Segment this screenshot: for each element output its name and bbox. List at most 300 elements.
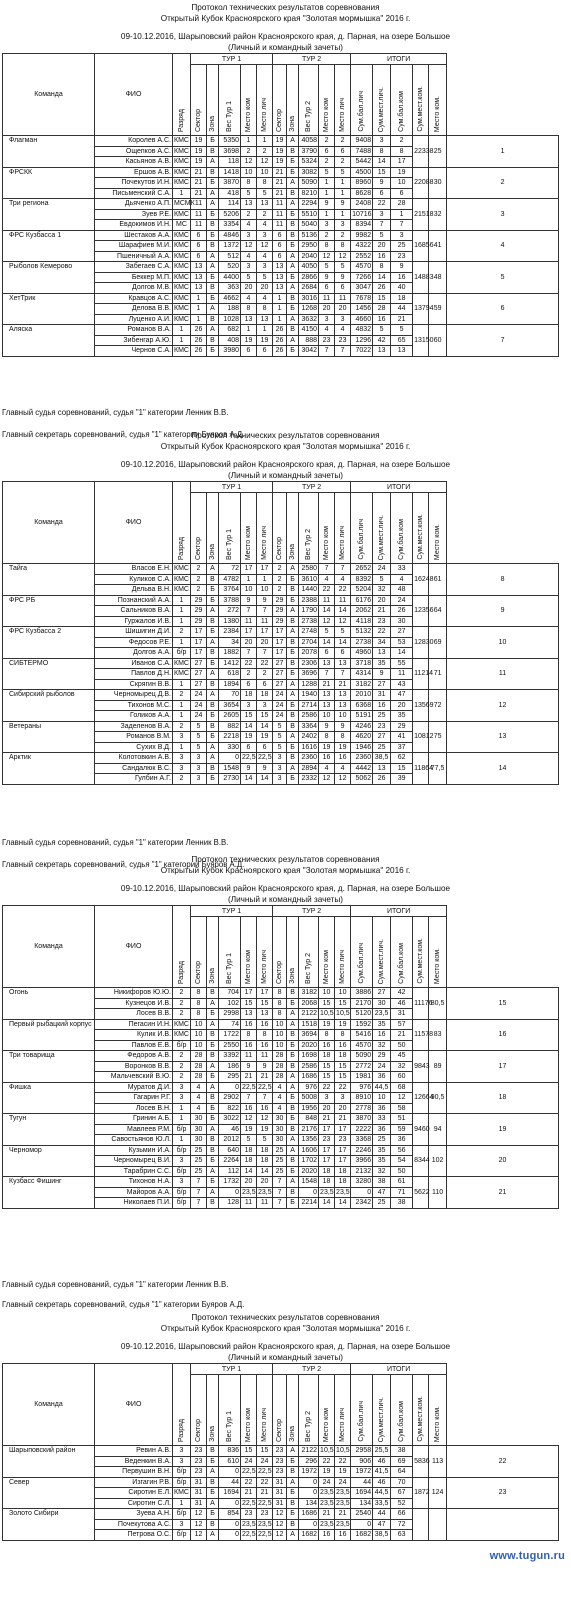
result-cell: В bbox=[207, 763, 219, 774]
result-cell: 1 bbox=[173, 1135, 191, 1146]
result-cell: 4660 bbox=[351, 314, 373, 325]
result-cell: 4 bbox=[273, 1082, 287, 1093]
team-sbk: 14883 bbox=[413, 262, 429, 294]
result-cell: 20 bbox=[319, 1103, 335, 1114]
result-cell: 5 bbox=[241, 1135, 257, 1146]
result-cell: 6 bbox=[241, 679, 257, 690]
team-mk: 23 bbox=[447, 1477, 559, 1509]
col-sbk bbox=[391, 493, 413, 564]
result-cell: А bbox=[287, 1530, 299, 1541]
team-sbk: 16248 bbox=[413, 564, 429, 596]
result-cell: А bbox=[287, 763, 299, 774]
result-cell: Б bbox=[287, 1114, 299, 1125]
col-tur1: ТУР 1 bbox=[191, 482, 273, 493]
result-cell: 27 bbox=[273, 669, 287, 680]
result-cell: 5090 bbox=[299, 178, 319, 189]
result-cell: 66 bbox=[391, 1509, 413, 1520]
result-cell: А bbox=[287, 1019, 299, 1030]
team-sbk: 22338 bbox=[413, 136, 429, 168]
result-cell: 6 bbox=[273, 230, 287, 241]
team-mk: 5 bbox=[447, 262, 559, 294]
result-cell: 2306 bbox=[299, 658, 319, 669]
result-cell: Б bbox=[287, 1040, 299, 1051]
result-cell: б/р bbox=[173, 1530, 191, 1541]
result-cell: 10 bbox=[335, 988, 351, 999]
scoring-type: (Личный и командный зачеты) bbox=[227, 471, 344, 480]
result-cell: 10 bbox=[257, 585, 273, 596]
result-cell: 6 bbox=[241, 346, 257, 357]
participant-name: Кулик И.В. bbox=[95, 1030, 173, 1041]
result-cell: 16 bbox=[257, 1040, 273, 1051]
result-cell: 4 bbox=[319, 325, 335, 336]
result-cell: 330 bbox=[219, 742, 241, 753]
result-cell: 2552 bbox=[351, 251, 373, 262]
col-zone bbox=[287, 917, 299, 988]
col-sbl-label: Сум.бал.лич bbox=[358, 519, 366, 560]
result-cell: 1 bbox=[273, 314, 287, 325]
col-mkom-label: Место ком bbox=[245, 1407, 252, 1442]
result-cell: 63 bbox=[391, 1530, 413, 1541]
team-sbk: 13794 bbox=[413, 293, 429, 325]
result-cell: 2 bbox=[173, 988, 191, 999]
result-cell: 5191 bbox=[351, 711, 373, 722]
participant-name: Дьяченко А.П. bbox=[95, 199, 173, 210]
result-cell: А bbox=[287, 283, 299, 294]
result-cell: 1 bbox=[173, 335, 191, 346]
result-cell: 20 bbox=[241, 283, 257, 294]
col-mkom-label: Место ком bbox=[245, 525, 252, 560]
result-cell: 0 bbox=[299, 1477, 319, 1488]
result-cell: 12 bbox=[335, 616, 351, 627]
result-cell: КМС bbox=[174, 158, 189, 166]
table-row bbox=[3, 1145, 559, 1156]
col-sector bbox=[273, 493, 287, 564]
result-cell: 1412 bbox=[219, 658, 241, 669]
team-mk: 15 bbox=[447, 988, 559, 1020]
scoring-type: (Личный и командный зачеты) bbox=[227, 895, 344, 904]
result-cell: А bbox=[207, 262, 219, 273]
result-cell: 17 bbox=[273, 637, 287, 648]
team-smk: 30 bbox=[429, 167, 447, 199]
result-cell: 1440 bbox=[299, 585, 319, 596]
result-cell: Б bbox=[287, 1509, 299, 1520]
team-name: Кузбасс Фишинг bbox=[3, 1177, 95, 1209]
result-cell: 10 bbox=[241, 167, 257, 178]
result-cell: КМС bbox=[174, 263, 189, 271]
result-cell: А bbox=[207, 251, 219, 262]
result-cell: 2294 bbox=[299, 199, 319, 210]
team-sbk: 16856 bbox=[413, 230, 429, 262]
result-cell: 44 bbox=[219, 1477, 241, 1488]
result-cell: 1 bbox=[257, 136, 273, 147]
result-cell: 4 bbox=[257, 251, 273, 262]
result-cell: 3696 bbox=[299, 669, 319, 680]
result-cell: 2068 bbox=[299, 998, 319, 1009]
team-mk: 11 bbox=[447, 658, 559, 690]
col-mlich bbox=[257, 1375, 273, 1446]
result-cell: 2950 bbox=[299, 241, 319, 252]
result-cell: 3 bbox=[241, 230, 257, 241]
result-cell: 8 bbox=[373, 146, 391, 157]
result-cell: 12 bbox=[257, 241, 273, 252]
participant-name: Колотовкин А.В. bbox=[95, 753, 173, 764]
result-cell: 29 bbox=[191, 606, 207, 617]
col-sbk bbox=[391, 65, 413, 136]
result-cell: 14 bbox=[257, 774, 273, 785]
result-cell: 15 bbox=[257, 998, 273, 1009]
result-cell: 24 bbox=[319, 1477, 335, 1488]
result-cell: В bbox=[287, 637, 299, 648]
result-cell: 19 bbox=[191, 157, 207, 168]
result-cell: 4662 bbox=[219, 293, 241, 304]
result-cell: 0 bbox=[351, 1519, 373, 1530]
result-cell: 19 bbox=[335, 742, 351, 753]
result-cell: 22 bbox=[335, 1082, 351, 1093]
result-cell: 25 bbox=[273, 1145, 287, 1156]
participant-name: Савостьянов Ю.Л. bbox=[95, 1135, 173, 1146]
result-cell: 1 bbox=[173, 325, 191, 336]
result-cell: 704 bbox=[219, 988, 241, 999]
result-cell: 14 bbox=[391, 648, 413, 659]
result-cell: 4 bbox=[335, 325, 351, 336]
team-sbk: 8344 bbox=[413, 1145, 429, 1177]
result-cell: 21 bbox=[191, 178, 207, 189]
result-cell: 14 bbox=[241, 721, 257, 732]
result-cell: КМС bbox=[174, 670, 189, 678]
result-cell: 1 bbox=[173, 742, 191, 753]
participant-name: Зибенгар А.Ю. bbox=[95, 335, 173, 346]
result-cell: б/р bbox=[173, 1124, 191, 1135]
result-cell: 13 bbox=[319, 690, 335, 701]
result-cell: 17 bbox=[191, 627, 207, 638]
participant-name: Павлов Е.В. bbox=[95, 1040, 173, 1051]
result-cell: 11 bbox=[257, 616, 273, 627]
result-cell: 26 bbox=[391, 606, 413, 617]
result-cell: 23 bbox=[373, 616, 391, 627]
col-razr bbox=[173, 906, 191, 988]
result-cell: 8392 bbox=[351, 574, 373, 585]
result-cell: 12 bbox=[319, 774, 335, 785]
result-cell: 14 bbox=[257, 721, 273, 732]
col-sbl-label: Сум.бал.лич bbox=[358, 1401, 366, 1442]
result-cell: В bbox=[287, 325, 299, 336]
result-cell: 2586 bbox=[299, 1061, 319, 1072]
result-cell: 14 bbox=[335, 1198, 351, 1209]
result-cell: 363 bbox=[219, 283, 241, 294]
result-cell: 25 bbox=[191, 1145, 207, 1156]
result-cell: 22 bbox=[319, 1456, 335, 1467]
result-cell: 67 bbox=[391, 1488, 413, 1499]
result-cell: 15 bbox=[257, 711, 273, 722]
team-mk: 14 bbox=[447, 753, 559, 785]
result-cell: Б bbox=[207, 1488, 219, 1499]
col-mlich-label: Место лич bbox=[261, 526, 269, 560]
col-zone bbox=[207, 65, 219, 136]
result-cell: 5 bbox=[391, 325, 413, 336]
result-cell: 12 bbox=[335, 774, 351, 785]
result-cell: 2894 bbox=[299, 763, 319, 774]
result-cell: 18 bbox=[335, 1051, 351, 1062]
protocol-title: Протокол технических результатов соревнования bbox=[191, 1313, 380, 1322]
result-cell: В bbox=[207, 1198, 219, 1209]
result-cell: 16 bbox=[257, 1019, 273, 1030]
participant-name: Воронков В.В. bbox=[95, 1061, 173, 1072]
team-mk bbox=[447, 1509, 559, 1541]
result-cell: 12 bbox=[335, 251, 351, 262]
result-cell: 1 bbox=[241, 136, 257, 147]
col-zone bbox=[287, 65, 299, 136]
participant-name: Куликов С.А. bbox=[95, 574, 173, 585]
result-cell: 5120 bbox=[351, 1009, 373, 1020]
result-cell: А bbox=[207, 1019, 219, 1030]
result-cell: 1981 bbox=[351, 1072, 373, 1083]
result-cell: 11 bbox=[191, 220, 207, 231]
result-cell: 17 bbox=[257, 988, 273, 999]
result-cell: 16 bbox=[241, 1103, 257, 1114]
col-mlich bbox=[335, 65, 351, 136]
result-cell: А bbox=[207, 1467, 219, 1478]
result-cell: 7022 bbox=[351, 346, 373, 357]
result-cell: 9 bbox=[391, 262, 413, 273]
result-cell: 21 bbox=[391, 314, 413, 325]
result-cell: 4960 bbox=[351, 648, 373, 659]
result-cell: 2122 bbox=[299, 1009, 319, 1020]
result-cell: 23,5 bbox=[336, 1489, 350, 1497]
result-cell: 9982 bbox=[351, 230, 373, 241]
result-cell: 36 bbox=[391, 1135, 413, 1146]
result-cell: 5 bbox=[373, 574, 391, 585]
result-cell: Б bbox=[287, 1198, 299, 1209]
result-cell: 4570 bbox=[351, 262, 373, 273]
col-fio: ФИО bbox=[95, 54, 173, 136]
result-cell: 2342 bbox=[351, 1198, 373, 1209]
result-cell: 20 bbox=[335, 1103, 351, 1114]
result-cell: 4150 bbox=[299, 325, 319, 336]
result-cell: 25 bbox=[391, 241, 413, 252]
result-cell: 20 bbox=[319, 304, 335, 315]
result-cell: 23,5 bbox=[336, 1520, 350, 1528]
result-cell: 5040 bbox=[299, 220, 319, 231]
result-cell: 0 bbox=[219, 1498, 241, 1509]
participant-name: Долгов А.А. bbox=[95, 648, 173, 659]
chief-judge: Главный судья соревнований, судья "1" категории Ленник В.В. bbox=[2, 1280, 229, 1289]
result-cell: 186 bbox=[219, 1061, 241, 1072]
result-cell: 3788 bbox=[219, 595, 241, 606]
result-cell: 24 bbox=[273, 711, 287, 722]
col-mkom bbox=[241, 917, 257, 988]
result-cell: 7 bbox=[319, 669, 335, 680]
result-cell: 6 bbox=[335, 283, 351, 294]
result-cell: 18 bbox=[257, 690, 273, 701]
result-cell: В bbox=[287, 1467, 299, 1478]
col-mlich bbox=[257, 917, 273, 988]
result-cell: 8 bbox=[257, 304, 273, 315]
result-cell: 4400 bbox=[219, 272, 241, 283]
result-cell: 11 bbox=[273, 199, 287, 210]
result-cell: 10 bbox=[319, 988, 335, 999]
team-smk: 71 bbox=[429, 658, 447, 690]
col-sector-label: Сектор bbox=[195, 108, 202, 132]
result-cell: 6176 bbox=[351, 595, 373, 606]
result-cell: 14 bbox=[319, 606, 335, 617]
result-cell: 2062 bbox=[351, 606, 373, 617]
result-cell: 4118 bbox=[351, 616, 373, 627]
result-cell: 2078 bbox=[299, 648, 319, 659]
event-date-place: 09-10.12.2016, Шарыповский район Красноярского края, д. Парная, на озере Большое bbox=[120, 884, 451, 893]
result-cell: 9 bbox=[373, 178, 391, 189]
participant-name: Майоров А.А. bbox=[95, 1187, 173, 1198]
result-cell: 5 bbox=[273, 721, 287, 732]
col-sector-label: Сектор bbox=[276, 960, 284, 984]
result-cell: 8 bbox=[335, 241, 351, 252]
result-cell: КМС bbox=[174, 284, 189, 292]
participant-name: Изгагин Р.В. bbox=[95, 1477, 173, 1488]
result-cell: 4314 bbox=[351, 669, 373, 680]
result-cell: 5 bbox=[191, 732, 207, 743]
result-cell: 1456 bbox=[351, 304, 373, 315]
result-cell: 1 bbox=[241, 574, 257, 585]
team-mk: 2 bbox=[447, 167, 559, 199]
result-cell: А bbox=[287, 178, 299, 189]
result-cell: А bbox=[207, 690, 219, 701]
result-cell: А bbox=[287, 262, 299, 273]
result-cell: В bbox=[287, 1498, 299, 1509]
result-cell: 976 bbox=[299, 1082, 319, 1093]
result-cell: 35 bbox=[373, 1145, 391, 1156]
result-cell: 23,5 bbox=[242, 1520, 256, 1528]
result-cell: б/р bbox=[173, 1187, 191, 1198]
result-cell: 0 bbox=[299, 1488, 319, 1499]
result-cell: 3 bbox=[319, 220, 335, 231]
result-cell: 18 bbox=[391, 293, 413, 304]
result-cell: 1 bbox=[319, 209, 335, 220]
result-cell: 16 bbox=[391, 272, 413, 283]
table-row bbox=[3, 658, 559, 669]
result-cell: 2958 bbox=[351, 1446, 373, 1457]
participant-name: Николаев П.И. bbox=[95, 1198, 173, 1209]
result-cell: 2586 bbox=[299, 711, 319, 722]
result-cell: 29 bbox=[191, 595, 207, 606]
result-cell: Б bbox=[207, 1114, 219, 1125]
result-cell: 6 bbox=[241, 742, 257, 753]
result-cell: 3 bbox=[173, 763, 191, 774]
team-name: ФРС Кузбасса 1 bbox=[3, 230, 95, 262]
result-cell: 2020 bbox=[299, 1166, 319, 1177]
participant-name: Скрягин В.В. bbox=[95, 679, 173, 690]
scoring-type: (Личный и командный зачеты) bbox=[227, 1353, 344, 1362]
col-zone-label: Зона bbox=[209, 544, 216, 560]
result-cell: 12 bbox=[257, 157, 273, 168]
result-cell: 8 bbox=[191, 998, 207, 1009]
result-cell: 2020 bbox=[299, 1040, 319, 1051]
result-cell: 13 bbox=[373, 763, 391, 774]
result-cell: 58 bbox=[391, 1103, 413, 1114]
result-cell: 44 bbox=[351, 1477, 373, 1488]
result-cell: 3 bbox=[335, 1093, 351, 1104]
result-cell: Б bbox=[207, 178, 219, 189]
result-cell: 5 bbox=[319, 167, 335, 178]
col-ves1 bbox=[219, 917, 241, 988]
result-cell: 2360 bbox=[299, 753, 319, 764]
result-cell: 2 bbox=[191, 574, 207, 585]
result-cell: 56 bbox=[391, 1145, 413, 1156]
result-cell: А bbox=[207, 742, 219, 753]
participant-name: Павлов Д.Н. bbox=[95, 669, 173, 680]
result-cell: Б bbox=[287, 209, 299, 220]
result-cell: 2 bbox=[173, 1061, 191, 1072]
result-cell: В bbox=[287, 1103, 299, 1114]
result-cell: 3280 bbox=[351, 1177, 373, 1188]
participant-name: Муратов Д.И. bbox=[95, 1082, 173, 1093]
result-cell: 7 bbox=[373, 220, 391, 231]
result-cell: В bbox=[287, 220, 299, 231]
result-cell: 13 bbox=[191, 262, 207, 273]
result-cell: 1956 bbox=[299, 1103, 319, 1114]
col-sector-label: Сектор bbox=[195, 960, 202, 984]
result-cell: 23,5 bbox=[320, 1520, 334, 1528]
result-cell: 21 bbox=[319, 1114, 335, 1125]
result-cell: 8628 bbox=[351, 188, 373, 199]
result-cell: 1 bbox=[173, 700, 191, 711]
result-cell: 6 bbox=[191, 230, 207, 241]
result-cell: В bbox=[207, 574, 219, 585]
result-cell: 2 bbox=[319, 157, 335, 168]
col-ves1-label: Вес Тур 1 bbox=[226, 528, 233, 560]
result-cell: 2704 bbox=[299, 637, 319, 648]
result-cell: 3694 bbox=[299, 1030, 319, 1041]
result-cell: 2012 bbox=[219, 1135, 241, 1146]
result-cell: 3980 bbox=[219, 346, 241, 357]
team-sbk: 5836 bbox=[413, 1446, 429, 1478]
result-cell: 1790 bbox=[299, 606, 319, 617]
result-cell: 17 bbox=[257, 627, 273, 638]
result-cell: 28 bbox=[391, 199, 413, 210]
result-cell: 52 bbox=[391, 1498, 413, 1509]
team-smk: 69 bbox=[429, 627, 447, 659]
participant-name: Ощепков А.С. bbox=[95, 146, 173, 157]
result-cell: 1972 bbox=[299, 1467, 319, 1478]
result-cell: 31 bbox=[273, 1488, 287, 1499]
result-cell: 1616 bbox=[299, 742, 319, 753]
result-cell: 7 bbox=[273, 1177, 287, 1188]
col-itogi: ИТОГИ bbox=[351, 482, 447, 493]
result-cell: Б bbox=[287, 1166, 299, 1177]
result-cell: 7 bbox=[319, 564, 335, 575]
result-cell: 4 bbox=[273, 1093, 287, 1104]
participant-name: Письменский С.А. bbox=[95, 188, 173, 199]
result-cell: 906 bbox=[351, 1456, 373, 1467]
result-cell: В bbox=[287, 658, 299, 669]
result-cell: 8 bbox=[257, 178, 273, 189]
result-cell: 8 bbox=[191, 1009, 207, 1020]
participant-name: Делова В.В. bbox=[95, 304, 173, 315]
team-sbk: 9843 bbox=[413, 1051, 429, 1083]
col-tur2: ТУР 2 bbox=[273, 482, 351, 493]
result-cell: 23,5 bbox=[258, 1520, 272, 1528]
col-mlich bbox=[257, 65, 273, 136]
team-mk: 20 bbox=[447, 1145, 559, 1177]
result-cell: 2170 bbox=[351, 998, 373, 1009]
result-cell: 21 bbox=[335, 1114, 351, 1125]
result-cell: 17 bbox=[191, 648, 207, 659]
col-ves2 bbox=[299, 493, 319, 564]
result-cell: 2748 bbox=[299, 627, 319, 638]
result-cell: 1548 bbox=[219, 763, 241, 774]
result-cell: 4 bbox=[257, 293, 273, 304]
col-ves1 bbox=[219, 65, 241, 136]
result-cell: 1 bbox=[273, 304, 287, 315]
participant-name: Евдокимов И.Н. bbox=[95, 220, 173, 231]
